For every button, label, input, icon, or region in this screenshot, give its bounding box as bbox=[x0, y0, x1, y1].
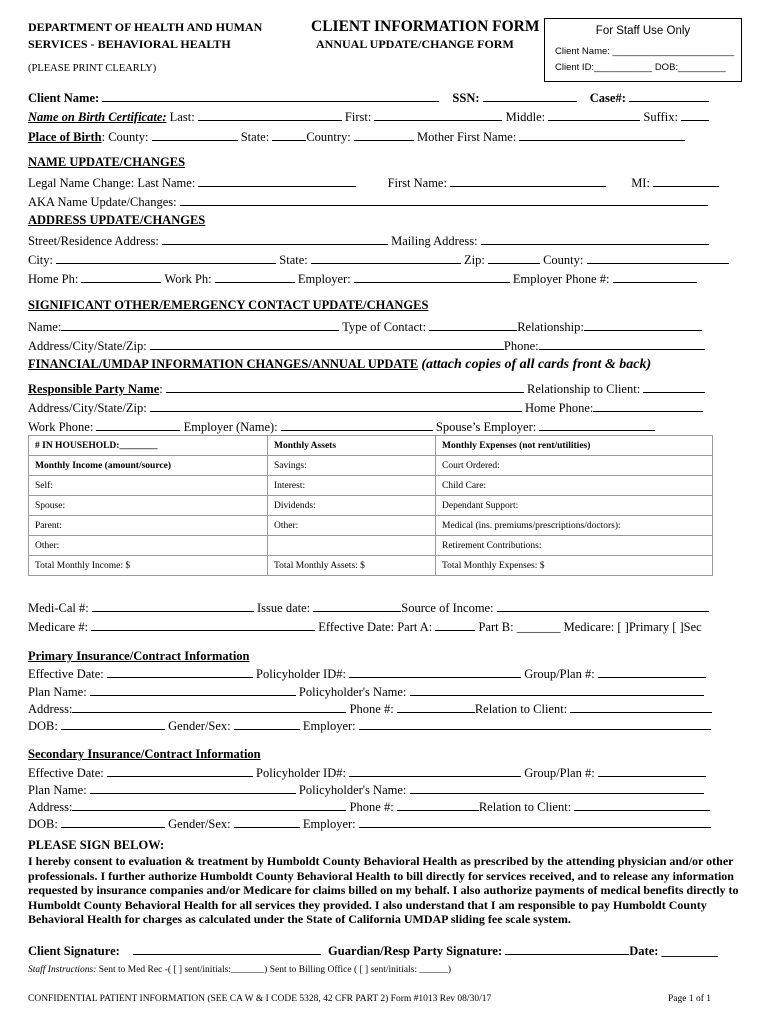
employer-phone-label: Employer Phone #: bbox=[512, 272, 610, 286]
table-cell[interactable]: Self: bbox=[29, 476, 268, 496]
form-subtitle: ANNUAL UPDATE/CHANGE FORM bbox=[316, 37, 514, 51]
primary-dob-label: DOB: bbox=[28, 719, 58, 733]
birth-suffix-field[interactable] bbox=[681, 108, 709, 121]
financial-address-field[interactable] bbox=[150, 399, 522, 412]
primary-effective-label: Effective Date: bbox=[28, 667, 104, 681]
table-cell[interactable]: Other: bbox=[268, 516, 436, 536]
secondary-effective-label: Effective Date: bbox=[28, 766, 104, 780]
mother-first-name-label: Mother First Name: bbox=[417, 130, 517, 144]
secondary-address-label: Address: bbox=[28, 800, 73, 814]
table-cell[interactable]: Spouse: bbox=[29, 496, 268, 516]
mailing-field[interactable] bbox=[481, 232, 709, 245]
department-name-line1: DEPARTMENT OF HEALTH AND HUMAN bbox=[28, 20, 263, 34]
contact-address-field[interactable] bbox=[150, 337, 504, 350]
relationship-to-client-label: Relationship to Client: bbox=[526, 382, 641, 396]
effective-part-a-label: Effective Date: Part A: bbox=[318, 620, 433, 634]
medical-row bbox=[28, 599, 709, 616]
secondary-group-field[interactable] bbox=[598, 764, 706, 777]
spouse-employer-label: Spouse’s Employer: bbox=[435, 420, 537, 434]
primary-gender-field[interactable] bbox=[234, 717, 300, 730]
client-name-row bbox=[28, 89, 709, 106]
form-title: CLIENT INFORMATION FORM bbox=[311, 18, 540, 35]
table-cell[interactable]: Interest: bbox=[268, 476, 436, 496]
employer-phone-field[interactable] bbox=[613, 270, 697, 283]
staff-instructions-label: Staff Instructions: bbox=[28, 965, 97, 975]
primary-policy-name-label: Policyholder's Name: bbox=[298, 685, 407, 699]
financial-work-phone-field[interactable] bbox=[96, 418, 180, 431]
primary-policy-id-label: Policyholder ID#: bbox=[256, 667, 346, 681]
table-cell[interactable]: Total Monthly Income: $ bbox=[29, 556, 268, 576]
table-row bbox=[29, 456, 713, 476]
ssn-field[interactable] bbox=[483, 89, 577, 102]
secondary-employer-field[interactable] bbox=[359, 815, 711, 828]
secondary-effective-row bbox=[28, 764, 706, 781]
secondary-plan-field[interactable] bbox=[90, 781, 296, 794]
primary-relation-field[interactable] bbox=[570, 700, 712, 713]
contact-type-label: Type of Contact: bbox=[342, 320, 427, 334]
table-row bbox=[29, 536, 713, 556]
secondary-gender-field[interactable] bbox=[234, 815, 300, 828]
birth-last-field[interactable] bbox=[198, 108, 342, 121]
staff-client-id-dob-field[interactable]: Client ID:___________ DOB:_________ bbox=[555, 62, 726, 73]
table-header: Monthly Assets bbox=[268, 436, 436, 456]
table-row bbox=[29, 496, 713, 516]
pob-country-label: Country: bbox=[306, 130, 351, 144]
secondary-insurance-heading: Secondary Insurance/Contract Information bbox=[28, 747, 261, 761]
work-ph-label: Work Ph: bbox=[164, 272, 212, 286]
birth-middle-field[interactable] bbox=[548, 108, 640, 121]
primary-dob-row bbox=[28, 717, 711, 734]
pob-county-field[interactable] bbox=[152, 128, 238, 141]
contact-address-row bbox=[28, 337, 705, 354]
table-cell[interactable]: Child Care: bbox=[436, 476, 713, 496]
aka-label: AKA Name Update/Changes: bbox=[28, 195, 177, 209]
table-row bbox=[29, 556, 713, 576]
legal-mi-label: MI: bbox=[631, 176, 650, 190]
contact-type-field[interactable] bbox=[429, 318, 517, 331]
zip-field[interactable] bbox=[488, 251, 540, 264]
secondary-policy-name-label: Policyholder's Name: bbox=[298, 783, 407, 797]
page-number: Page 1 of 1 bbox=[668, 994, 712, 1004]
primary-policy-name-field[interactable] bbox=[410, 683, 704, 696]
primary-group-field[interactable] bbox=[598, 665, 706, 678]
staff-instructions-text[interactable]: Sent to Med Rec -( [ ] sent/initials:_______) Sent to Billing Office ( [ ] sent/initials: ______) bbox=[98, 965, 452, 975]
contact-address-label: Address/City/State/Zip: bbox=[28, 339, 147, 353]
primary-plan-field[interactable] bbox=[90, 683, 296, 696]
financial-employer-label: Employer (Name): bbox=[183, 420, 278, 434]
staff-use-title: For Staff Use Only bbox=[595, 25, 691, 37]
primary-plan-label: Plan Name: bbox=[28, 685, 87, 699]
legal-name-row bbox=[28, 174, 719, 191]
table-row bbox=[29, 516, 713, 536]
financial-heading-row bbox=[28, 357, 651, 373]
table-cell[interactable]: Parent: bbox=[29, 516, 268, 536]
primary-policy-id-field[interactable] bbox=[349, 665, 521, 678]
client-name-field[interactable] bbox=[102, 89, 439, 102]
table-cell[interactable]: # IN HOUSEHOLD:________ bbox=[29, 436, 268, 456]
primary-phone-label: Phone #: bbox=[349, 702, 394, 716]
medicare-field[interactable] bbox=[91, 618, 315, 631]
primary-address-row bbox=[28, 700, 712, 717]
table-cell[interactable]: Total Monthly Assets: $ bbox=[268, 556, 436, 576]
city-row bbox=[28, 251, 729, 268]
client-signature-field[interactable] bbox=[133, 942, 321, 955]
contact-relationship-field[interactable] bbox=[584, 318, 702, 331]
birth-name-row bbox=[28, 108, 709, 125]
work-ph-field[interactable] bbox=[215, 270, 295, 283]
confidential-footer: CONFIDENTIAL PATIENT INFORMATION (SEE CA W & I CODE 5328, 42 CFR PART 2) Form #1013 Rev 08/30/17 bbox=[28, 994, 492, 1004]
home-ph-label: Home Ph: bbox=[28, 272, 79, 286]
primary-effective-field[interactable] bbox=[107, 665, 253, 678]
emergency-contact-heading: SIGNIFICANT OTHER/EMERGENCY CONTACT UPDATE/CHANGES bbox=[28, 298, 429, 312]
secondary-policy-id-label: Policyholder ID#: bbox=[256, 766, 346, 780]
secondary-relation-field[interactable] bbox=[574, 798, 710, 811]
work-phone-row bbox=[28, 418, 655, 435]
responsible-party-row: Responsible Party Name: Relationship to Client: bbox=[28, 380, 705, 397]
aka-row bbox=[28, 193, 708, 210]
primary-plan-row bbox=[28, 683, 704, 700]
secondary-policy-id-field[interactable] bbox=[349, 764, 521, 777]
state-label: State: bbox=[279, 253, 308, 267]
secondary-phone-field[interactable] bbox=[397, 798, 479, 811]
primary-group-label: Group/Plan #: bbox=[524, 667, 595, 681]
birth-last-label: Last: bbox=[169, 110, 195, 124]
responsible-party-field[interactable] bbox=[166, 380, 524, 393]
contact-phone-field[interactable] bbox=[539, 337, 705, 350]
birth-first-label: First: bbox=[344, 110, 372, 124]
place-of-birth-label: Place of Birth bbox=[28, 130, 102, 144]
table-cell[interactable]: Medical (ins. premiums/prescriptions/doctors): bbox=[436, 516, 713, 536]
medicare-label: Medicare #: bbox=[28, 620, 89, 634]
primary-employer-label: Employer: bbox=[302, 719, 356, 733]
guardian-signature-label: Guardian/Resp Party Signature: bbox=[328, 944, 503, 958]
secondary-effective-field[interactable] bbox=[107, 764, 253, 777]
street-field[interactable] bbox=[162, 232, 388, 245]
ssn-label: SSN: bbox=[452, 91, 480, 105]
contact-name-label: Name: bbox=[28, 320, 62, 334]
secondary-dob-label: DOB: bbox=[28, 817, 58, 831]
birth-middle-label: Middle: bbox=[505, 110, 546, 124]
pob-country-field[interactable] bbox=[354, 128, 414, 141]
signature-row bbox=[28, 942, 718, 959]
spouse-employer-field[interactable] bbox=[539, 418, 655, 431]
sign-below-heading: PLEASE SIGN BELOW: bbox=[28, 838, 165, 852]
employer-label: Employer: bbox=[297, 272, 351, 286]
relationship-to-client-field[interactable] bbox=[643, 380, 705, 393]
table-cell[interactable]: Total Monthly Expenses: $ bbox=[436, 556, 713, 576]
street-label: Street/Residence Address: bbox=[28, 234, 159, 248]
legal-first-field[interactable] bbox=[450, 174, 606, 187]
effective-part-a-field[interactable] bbox=[435, 618, 475, 631]
secondary-address-row bbox=[28, 798, 710, 815]
medicare-row bbox=[28, 618, 702, 635]
secondary-phone-label: Phone #: bbox=[349, 800, 394, 814]
legal-first-label: First Name: bbox=[387, 176, 447, 190]
table-cell[interactable]: Dividends: bbox=[268, 496, 436, 516]
table-cell[interactable]: Other: bbox=[29, 536, 268, 556]
pob-county-label: : County: bbox=[101, 130, 149, 144]
financial-address-row bbox=[28, 399, 703, 416]
home-ph-field[interactable] bbox=[81, 270, 161, 283]
staff-instructions-row bbox=[28, 965, 451, 975]
medical-label: Medi-Cal #: bbox=[28, 601, 89, 615]
table-cell[interactable]: Dependant Support: bbox=[436, 496, 713, 516]
secondary-dob-row bbox=[28, 815, 711, 832]
legal-last-label: Legal Name Change: Last Name: bbox=[28, 176, 196, 190]
place-of-birth-row bbox=[28, 128, 685, 145]
issue-date-field[interactable] bbox=[313, 599, 401, 612]
secondary-address-field[interactable] bbox=[72, 798, 346, 811]
responsible-party-label: Responsible Party Name bbox=[28, 382, 160, 396]
primary-address-field[interactable] bbox=[72, 700, 346, 713]
secondary-dob-field[interactable] bbox=[61, 815, 165, 828]
primary-dob-field[interactable] bbox=[61, 717, 165, 730]
part-b-medicare-label[interactable]: Part B: _______ Medicare: [ ]Primary [ ]Sec bbox=[478, 620, 702, 634]
financial-heading: FINANCIAL/UMDAP INFORMATION CHANGES/ANNUAL UPDATE bbox=[28, 357, 419, 371]
mother-first-name-field[interactable] bbox=[519, 128, 685, 141]
secondary-group-label: Group/Plan #: bbox=[524, 766, 595, 780]
county-field[interactable] bbox=[587, 251, 729, 264]
medical-field[interactable] bbox=[92, 599, 254, 612]
secondary-gender-label: Gender/Sex: bbox=[168, 817, 231, 831]
legal-last-field[interactable] bbox=[198, 174, 356, 187]
legal-mi-field[interactable] bbox=[653, 174, 719, 187]
zip-label: Zip: bbox=[463, 253, 485, 267]
table-cell[interactable]: Court Ordered: bbox=[436, 456, 713, 476]
contact-name-field[interactable] bbox=[61, 318, 339, 331]
secondary-plan-row bbox=[28, 781, 704, 798]
signature-date-label[interactable]: Date: _________ bbox=[629, 944, 718, 958]
birth-first-field[interactable] bbox=[374, 108, 502, 121]
client-signature-label: Client Signature: bbox=[28, 944, 120, 958]
source-of-income-field[interactable] bbox=[497, 599, 709, 612]
source-of-income-label: Source of Income: bbox=[401, 601, 494, 615]
issue-date-label: Issue date: bbox=[257, 601, 311, 615]
financial-home-phone-label: Home Phone: bbox=[525, 401, 594, 415]
consent-statement: I hereby consent to evaluation & treatment by Humboldt County Behavioral Health as prescribed by the attending physician and/or other professionals. I further authorize Humboldt County Behavioral Health to bill directly for services received, and to release any information requested by insurance companies and/or Medicare for claims billed on my behalf. I also authorize payments of medical benefits directly to Humboldt County Behavioral Health for all services they provided. I also understand that I am responsible to pay Humboldt County Behavioral Health for charges as calculated under the State of California UMDAP sliding fee scale system. bbox=[28, 854, 739, 927]
table-cell[interactable] bbox=[268, 536, 436, 556]
employer-field[interactable] bbox=[354, 270, 510, 283]
primary-relation-label: Relation to Client: bbox=[474, 702, 568, 716]
primary-gender-label: Gender/Sex: bbox=[168, 719, 231, 733]
case-field[interactable] bbox=[629, 89, 709, 102]
birth-suffix-label: Suffix: bbox=[643, 110, 678, 124]
phone-row bbox=[28, 270, 697, 287]
pob-state-field[interactable] bbox=[272, 128, 306, 141]
household-finance-table bbox=[28, 435, 713, 576]
secondary-relation-label: Relation to Client: bbox=[478, 800, 572, 814]
table-row bbox=[29, 436, 713, 456]
guardian-signature-field[interactable] bbox=[505, 942, 629, 955]
staff-client-name-field[interactable]: Client Name: _______________________ bbox=[555, 46, 735, 57]
city-label: City: bbox=[28, 253, 54, 267]
financial-work-phone-label: Work Phone: bbox=[28, 420, 94, 434]
primary-effective-row bbox=[28, 665, 706, 682]
financial-address-label: Address/City/State/Zip: bbox=[28, 401, 147, 415]
case-label: Case#: bbox=[589, 91, 626, 105]
pob-state-label: State: bbox=[240, 130, 270, 144]
name-update-heading: NAME UPDATE/CHANGES bbox=[28, 155, 186, 169]
department-name-line2: SERVICES - BEHAVIORAL HEALTH bbox=[28, 37, 231, 51]
primary-phone-field[interactable] bbox=[397, 700, 475, 713]
state-field[interactable] bbox=[311, 251, 461, 264]
contact-phone-label: Phone: bbox=[503, 339, 539, 353]
primary-address-label: Address: bbox=[28, 702, 73, 716]
secondary-policy-name-field[interactable] bbox=[410, 781, 704, 794]
birth-certificate-label: Name on Birth Certificate: bbox=[28, 110, 167, 124]
staff-use-box bbox=[544, 18, 742, 82]
financial-employer-field[interactable] bbox=[281, 418, 433, 431]
primary-insurance-heading: Primary Insurance/Contract Information bbox=[28, 649, 250, 663]
street-row bbox=[28, 232, 709, 249]
table-header: Monthly Expenses (not rent/utilities) bbox=[436, 436, 713, 456]
table-header: Monthly Income (amount/source) bbox=[29, 456, 268, 476]
primary-employer-field[interactable] bbox=[359, 717, 711, 730]
financial-home-phone-field[interactable] bbox=[593, 399, 703, 412]
client-name-label: Client Name: bbox=[28, 91, 100, 105]
print-clearly-note: (PLEASE PRINT CLEARLY) bbox=[28, 63, 157, 74]
contact-name-row bbox=[28, 318, 702, 335]
contact-relationship-label: Relationship: bbox=[517, 320, 584, 334]
table-cell[interactable]: Savings: bbox=[268, 456, 436, 476]
county-label: County: bbox=[543, 253, 584, 267]
city-field[interactable] bbox=[56, 251, 276, 264]
table-cell[interactable]: Retirement Contributions: bbox=[436, 536, 713, 556]
table-row bbox=[29, 476, 713, 496]
aka-field[interactable] bbox=[180, 193, 708, 206]
mailing-label: Mailing Address: bbox=[391, 234, 478, 248]
secondary-plan-label: Plan Name: bbox=[28, 783, 87, 797]
address-update-heading: ADDRESS UPDATE/CHANGES bbox=[28, 213, 206, 227]
secondary-employer-label: Employer: bbox=[302, 817, 356, 831]
financial-attach-note: (attach copies of all cards front & back) bbox=[421, 357, 652, 372]
